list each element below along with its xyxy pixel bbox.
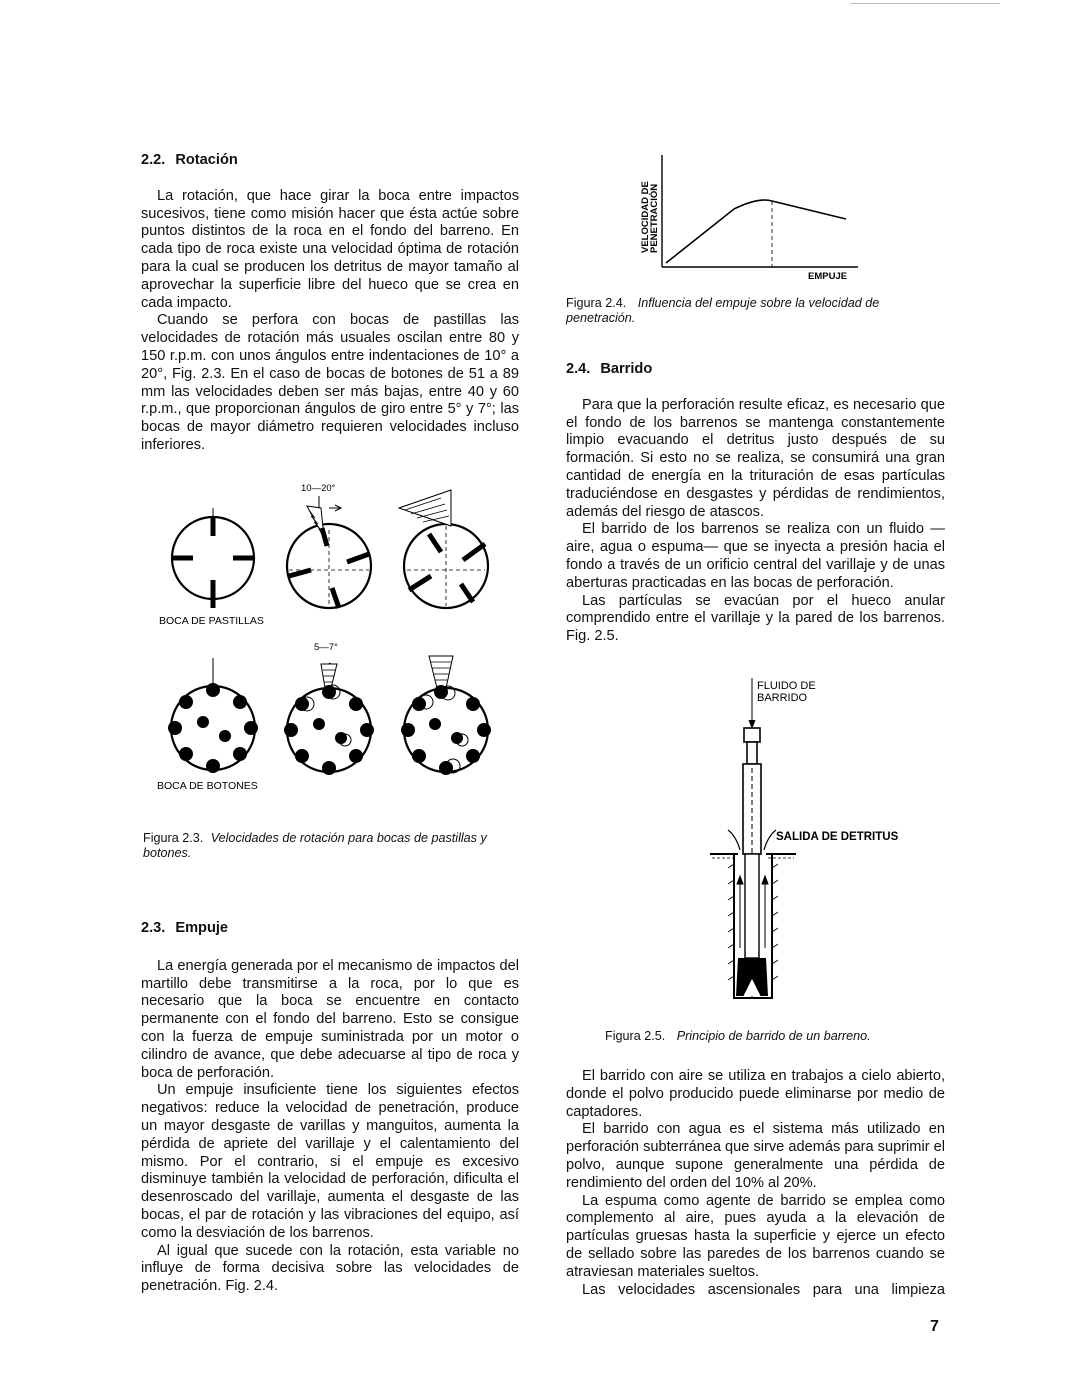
paragraph-rotacion-1: La rotación, que hace girar la boca entre impactos sucesivos, tiene como misión hacer que ésta actúe sobre puntos distintos de la roca en el fondo del barreno. En cada tipo de roca existe una velocidad óptima de rotación para la cual se producen los detritus de mayor tamaño al aprovechar la superficie libre del hueco que se crea en cada impacto. [141,187,519,311]
heading-2-3 [141,920,519,938]
heading-title: Barrido [600,361,653,377]
caption-label: Figura 2.3. [143,831,204,845]
angle-label-top: 10—20° [301,483,336,494]
caption-figura-2-5 [605,1029,945,1044]
bit-botones-3 [401,656,491,775]
heading-number: 2.4. [566,361,591,377]
curve [666,200,846,263]
heading-2-4 [566,361,945,379]
heading-title: Empuje [175,920,229,936]
bit-pastillas-1 [171,508,255,608]
heading-title: Rotación [175,152,238,168]
heading-2-2 [141,152,519,170]
y-axis-label-1: VELOCIDAD DE [640,181,651,253]
figure-2-3 [141,478,521,818]
caption-label: Figura 2.4. [566,296,627,310]
section-2-2 [141,152,519,455]
paragraph-empuje-1: La energía generada por el mecanismo de impactos del martillo debe transmitirse a la roca, por lo que es necesario que la boca se encuentre en contacto permanente con el fondo del barreno. Esto se consigue con la fuerza de empuje suministrada por un motor o cilindro de avance, que debe adecuarse al tipo de roca y boca de perforación. [141,957,519,1081]
paragraph-barrido-3: Las partículas se evacúan por el hueco anular comprendido entre el varillaje y la pared de los barrenos. Fig. 2.5. [566,592,945,645]
bit-pastillas-3 [399,490,488,608]
paragraph-agua: El barrido con agua es el sistema más utilizado en perforación subterránea que sirve además para suprimir el polvo, aunque supone generalmente una pérdida de rendimiento del orden del 10% al 20%. [566,1121,945,1191]
label-fluido-2: BARRIDO [757,692,808,704]
caption-text: Velocidades de rotación para bocas de pastillas y botones. [143,831,487,860]
section-2-4 [566,361,945,646]
angle-label-bottom: 5—7° [314,642,338,653]
section-barrido-tipos [566,1068,945,1299]
page-number: 7 [930,1318,939,1335]
paragraph-espuma: La espuma como agente de barrido se emplea como complemento al aire, pues ayuda a la elevación de partículas gruesas hasta la superficie y ejerce un efecto de sellado sobre las paredes de los barrenos cuando se atraviesan materiales sueltos. [566,1192,945,1280]
caption-text: Influencia del empuje sobre la velocidad de penetración. [566,296,880,325]
caption-figura-2-3 [143,831,523,861]
label-boca-botones: BOCA DE BOTONES [157,780,258,792]
paragraph-velocidades: Las velocidades ascensionales para una limpieza [582,1281,945,1298]
paragraph-empuje-3: Al igual que sucede con la rotación, esta variable no influye de forma decisiva sobre las velocidades de penetración. Fig. 2.4. [141,1242,519,1295]
paragraph-barrido-1: Para que la perforación resulte eficaz, es necesario que el fondo de los barrenos se mantenga constantemente limpio evacuando el detritus justo después de su formación. Si esto no se realiza, se consumirá una gran cantidad de energía en la trituración de esas partículas traduciéndose en desgastes y pérdidas de rendimientos, además del riesgo de atascos. [566,396,945,520]
paragraph-empuje-2: Un empuje insuficiente tiene los siguientes efectos negativos: reduce la velocidad de penetración, produce un mayor desgaste de varillas y manguitos, aumenta la pérdida de apriete del varillaje y el calentamiento del mismo. Por el contrario, si el empuje es excesivo disminuye también la velocidad de perforación, dificulta el desenroscado del varillaje, aumenta el desgaste de las bocas, el par de rotación y las vibraciones del equipo, así como la desviación de los barrenos. [141,1082,519,1241]
label-fluido-1: FLUIDO DE [757,680,816,692]
section-2-3 [141,920,519,1296]
bit-botones-1 [168,658,258,773]
figure-2-4 [630,155,870,285]
heading-number: 2.2. [141,152,166,168]
caption-figura-2-4 [566,296,946,326]
figure-2-5 [700,678,960,1008]
caption-text: Principio de barrido de un barreno. [676,1029,871,1043]
paragraph-rotacion-2: Cuando se perfora con bocas de pastillas las velocidades de rotación más usuales oscilan entre 80 y 150 r.p.m. con unos ángulos entre indentaciones de 10° a 20°, Fig. 2.3. En el caso de bocas de botones de 51 a 89 mm las velocidades deben ser más bajas, entre 40 y 60 r.p.m., que proporcionan ángulos de giro entre 5° y 7°; las bocas de mayor diámetro requieren velocidades incluso inferiores. [141,312,519,453]
bit-botones-2 [284,664,374,775]
paragraph-aire: El barrido con aire se utiliza en trabajos a cielo abierto, donde el polvo producido puede eliminarse por medio de captadores. [566,1068,945,1120]
bit-pastillas-2 [287,506,371,608]
x-axis-label: EMPUJE [808,271,848,282]
y-axis-label-2: PENETRACIÓN [649,183,660,253]
top-rule [850,3,1000,4]
caption-label: Figura 2.5. [605,1029,666,1043]
paragraph-barrido-2: El barrido de los barrenos se realiza con un fluido —aire, agua o espuma— que se inyecta a presión hacia el fondo a través de un orificio central del varillaje y de unas aberturas practicadas en las bocas de perforación. [566,521,945,591]
label-boca-pastillas: BOCA DE PASTILLAS [159,615,264,627]
heading-number: 2.3. [141,920,166,936]
label-salida-detritus: SALIDA DE DETRITUS [776,831,899,843]
